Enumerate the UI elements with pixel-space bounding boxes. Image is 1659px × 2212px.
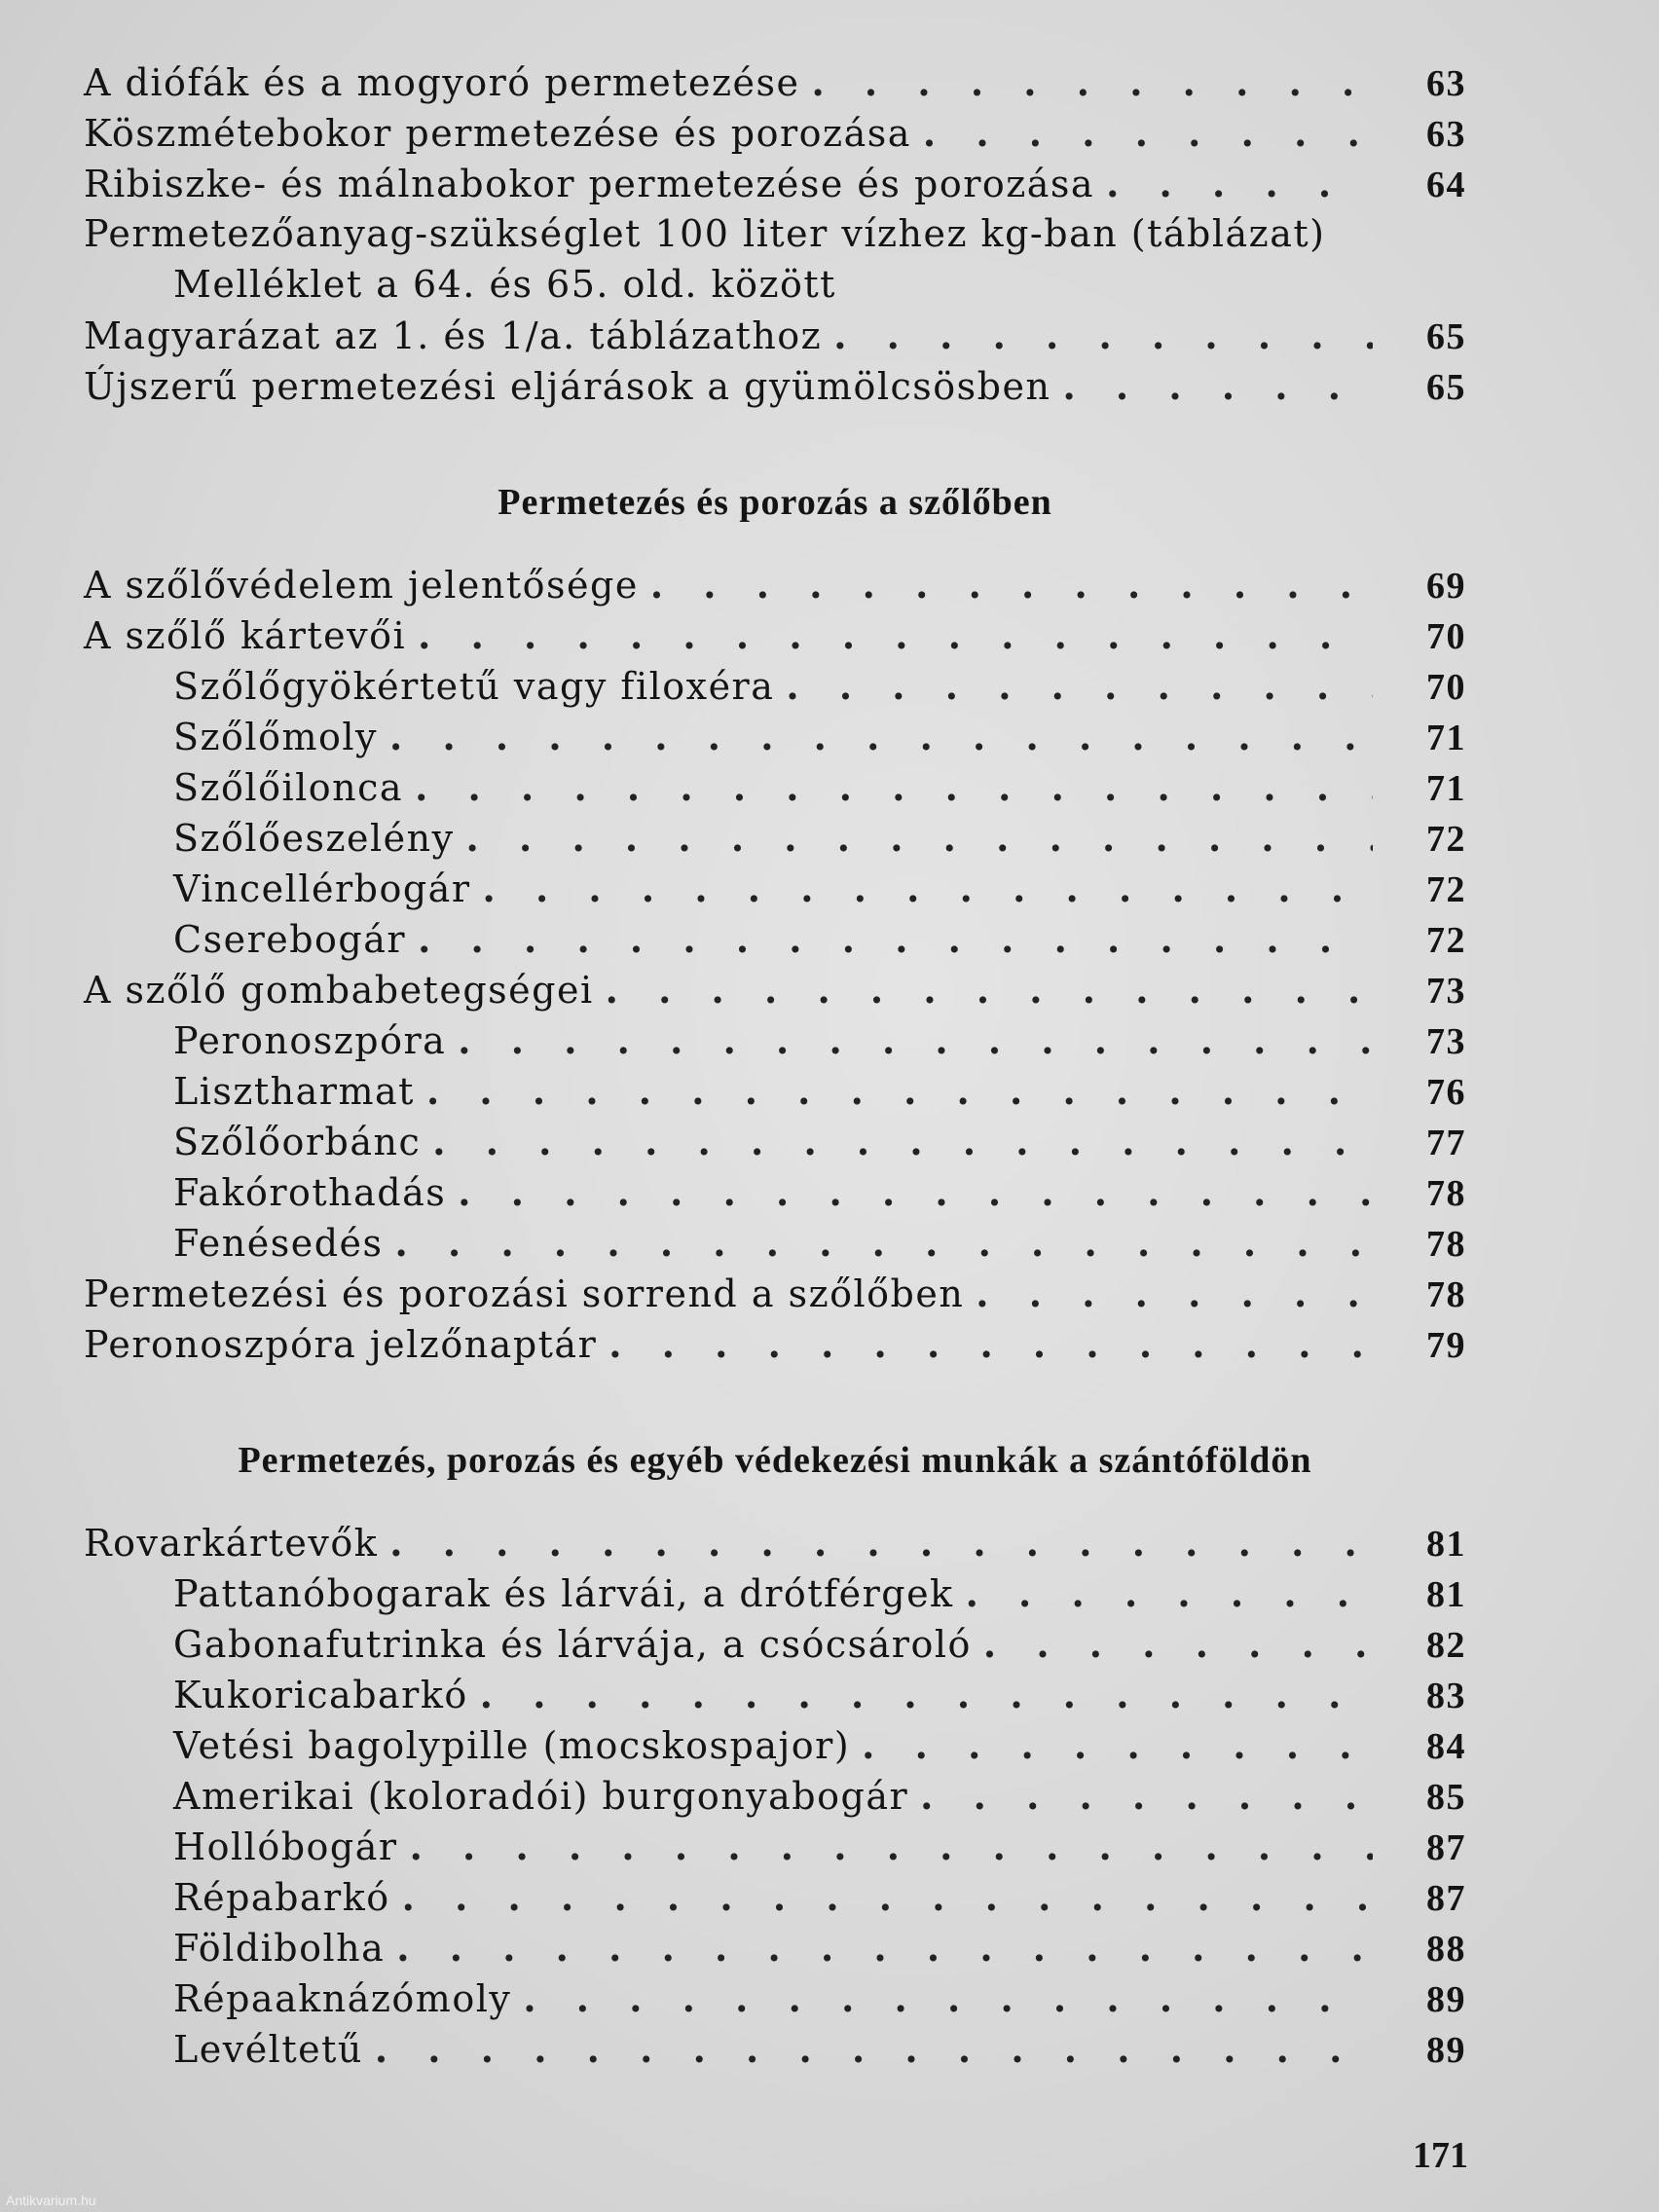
toc-entry-page: 84	[1426, 1726, 1466, 1767]
watermark: Antikvarium.hu	[6, 2193, 96, 2208]
toc-entry	[84, 1622, 1466, 1673]
toc-entry	[84, 1571, 1466, 1622]
toc-entry-page: 64	[1426, 165, 1466, 205]
dot-leader	[480, 1673, 1373, 1716]
toc-entry-title: Cserebogár	[173, 918, 407, 961]
toc-entry-title: Köszmétebokor permetezése és porozása	[84, 112, 911, 155]
dot-leader	[432, 1120, 1373, 1163]
toc-entry-page: 78	[1426, 1274, 1466, 1315]
toc-entry-page: 65	[1426, 316, 1466, 357]
dot-leader	[458, 1170, 1373, 1214]
toc-entry	[84, 1976, 1466, 2027]
dot-leader	[608, 1322, 1373, 1366]
toc-entry-title: Szőlőilonca	[173, 766, 404, 809]
toc-entry	[84, 1069, 1466, 1120]
toc-entry-page: 72	[1426, 920, 1466, 961]
toc-entry	[84, 1673, 1466, 1723]
toc-entry	[84, 563, 1466, 613]
dot-leader	[650, 563, 1373, 607]
toc-entry	[84, 60, 1466, 111]
toc-entry	[84, 1018, 1466, 1069]
toc-entry-page: 79	[1426, 1325, 1466, 1366]
toc-entry-page: 69	[1426, 566, 1466, 607]
toc-entry-title: Peronoszpóra jelzőnaptár	[84, 1323, 598, 1366]
toc-entry-page: 73	[1426, 971, 1466, 1012]
toc-entry-title: A szőlő gombabetegségei	[84, 969, 594, 1012]
dot-leader	[811, 60, 1373, 104]
dot-leader	[418, 613, 1373, 657]
toc-entry	[84, 1170, 1466, 1221]
toc-entry-page: 71	[1426, 768, 1466, 809]
toc-entry-title: Szőlőorbánc	[173, 1121, 422, 1163]
toc-entry-page: 65	[1426, 367, 1466, 408]
toc-entry-page: 77	[1426, 1123, 1466, 1163]
toc-entry-page: 78	[1426, 1173, 1466, 1214]
toc-entry	[84, 917, 1466, 968]
toc-entry-title: Gabonafutrinka és lárvája, a csócsároló	[173, 1623, 972, 1666]
toc-entry-title: Újszerű permetezési eljárások a gyümölcsösben	[84, 365, 1051, 408]
toc-entry-page: 73	[1426, 1021, 1466, 1062]
toc-entry-page: 82	[1426, 1625, 1466, 1666]
toc-entry-title: Kukoricabarkó	[173, 1674, 468, 1716]
toc-entry-title: A diófák és a mogyoró permetezése	[84, 61, 800, 104]
toc-entry-title: Pattanóbogarak és lárvái, a drótférgek	[173, 1572, 954, 1615]
toc-entry	[84, 1322, 1466, 1373]
dot-leader	[402, 1875, 1373, 1919]
toc-entry-page: 81	[1426, 1524, 1466, 1565]
toc-entry-page: 72	[1426, 869, 1466, 910]
toc-entry	[84, 715, 1466, 765]
toc-entry	[84, 2027, 1466, 2078]
dot-leader	[523, 1976, 1373, 2020]
toc-entry	[84, 162, 1466, 212]
dot-leader	[1062, 364, 1373, 408]
toc-entry	[84, 111, 1466, 162]
toc-entry-title: Földibolha	[173, 1927, 386, 1970]
toc-entry-title: A szőlővédelem jelentősége	[84, 564, 639, 607]
dot-leader	[418, 917, 1373, 961]
toc-entry-page: 87	[1426, 1827, 1466, 1868]
dot-leader	[786, 664, 1373, 708]
toc-entry-title: Vincellérbogár	[173, 867, 471, 910]
toc-entry	[84, 1825, 1466, 1875]
toc-entry-page: 72	[1426, 819, 1466, 860]
toc-entry-title: Szőlőmoly	[173, 716, 378, 758]
toc-entry-page: 89	[1426, 1979, 1466, 2020]
toc-entry-title: Fakórothadás	[173, 1171, 447, 1214]
toc-entry-title: Vetési bagolypille (mocskospajor)	[173, 1724, 851, 1767]
toc-entry	[84, 1723, 1466, 1774]
toc-entry-title: Peronoszpóra	[173, 1019, 447, 1062]
toc-entry-page: 78	[1426, 1224, 1466, 1265]
toc-entry-title: Levéltetű	[173, 2028, 363, 2071]
toc-entry-title: Amerikai (koloradói) burgonyabogár	[173, 1775, 909, 1818]
dot-leader	[415, 765, 1373, 809]
toc-entry	[84, 263, 1466, 313]
toc-entry	[84, 313, 1466, 364]
section-heading-vineyard: Permetezés és porozás a szőlőben	[498, 482, 1052, 523]
toc-entry-page: 85	[1426, 1777, 1466, 1818]
dot-leader	[375, 2027, 1373, 2071]
dot-leader	[466, 816, 1373, 860]
toc-entry	[84, 765, 1466, 816]
dot-leader	[862, 1723, 1373, 1767]
dot-leader	[482, 866, 1373, 910]
toc-entry-title: Lisztharmat	[173, 1070, 415, 1113]
page-number: 171	[1413, 2135, 1468, 2176]
toc-entry-title: Szőlőeszelény	[173, 817, 455, 860]
dot-leader	[395, 1221, 1373, 1265]
toc-entry	[84, 1120, 1466, 1170]
toc-entry-page: 88	[1426, 1929, 1466, 1970]
toc-entry-title: Melléklet a 64. és 65. old. között	[173, 263, 836, 306]
toc-entry	[84, 364, 1466, 415]
dot-leader	[966, 1571, 1373, 1615]
toc-entry	[84, 613, 1466, 664]
toc-entry-page: 76	[1426, 1072, 1466, 1113]
dot-leader	[426, 1069, 1373, 1113]
toc-entry-page: 70	[1426, 667, 1466, 708]
dot-leader	[923, 111, 1373, 155]
toc-entry	[84, 1774, 1466, 1825]
dot-leader	[606, 968, 1373, 1012]
toc-entry	[84, 968, 1466, 1018]
toc-entry-page: 83	[1426, 1676, 1466, 1716]
toc-entry-page: 87	[1426, 1878, 1466, 1919]
dot-leader	[976, 1272, 1373, 1315]
toc-entry-page: 70	[1426, 616, 1466, 657]
toc-entry-title: Répabarkó	[173, 1876, 390, 1919]
dot-leader	[396, 1926, 1373, 1970]
toc-entry-title: Rovarkártevők	[84, 1522, 379, 1565]
toc-entry	[84, 664, 1466, 715]
toc-entry	[84, 1272, 1466, 1322]
toc-field-list	[84, 1521, 1466, 2078]
dot-leader	[983, 1622, 1373, 1666]
toc-entry-title: Hollóbogár	[173, 1825, 398, 1868]
toc-entry	[84, 1875, 1466, 1926]
toc-entry	[84, 1521, 1466, 1571]
toc-entry-title: Magyarázat az 1. és 1/a. táblázathoz	[84, 314, 823, 357]
toc-entry-title: Fenésedés	[173, 1222, 384, 1265]
dot-leader	[833, 313, 1373, 357]
dot-leader	[920, 1774, 1373, 1818]
toc-entry-title: Permetezési és porozási sorrend a szőlőben	[84, 1272, 965, 1315]
toc-entry-page: 63	[1426, 63, 1466, 104]
toc-entry	[84, 1221, 1466, 1272]
toc-entry	[84, 212, 1466, 263]
toc-entry-title: Répaaknázómoly	[173, 1977, 512, 2020]
dot-leader	[458, 1018, 1373, 1062]
toc-entry-page: 81	[1426, 1574, 1466, 1615]
toc-entry	[84, 816, 1466, 866]
toc-entry-page: 63	[1426, 114, 1466, 155]
toc-vineyard-list	[84, 563, 1466, 1373]
dot-leader	[410, 1825, 1373, 1868]
toc-entry-title: Permetezőanyag-szükséglet 100 liter vízhez kg-ban (táblázat)	[84, 212, 1326, 255]
dot-leader	[389, 715, 1373, 758]
toc-entry-page: 89	[1426, 2030, 1466, 2071]
dot-leader	[1106, 162, 1373, 205]
dot-leader	[389, 1521, 1373, 1565]
toc-entry	[84, 1926, 1466, 1976]
toc-entry-page: 71	[1426, 718, 1466, 758]
section-heading-field: Permetezés, porozás és egyéb védekezési munkák a szántóföldön	[238, 1440, 1312, 1481]
toc-entry-title: Ribiszke- és málnabokor permetezése és porozása	[84, 163, 1095, 205]
toc-entry-title: Szőlőgyökértetű vagy filoxéra	[173, 665, 775, 708]
toc-entry-title: A szőlő kártevői	[84, 614, 407, 657]
toc-entry	[84, 866, 1466, 917]
toc-top-list	[84, 60, 1466, 415]
